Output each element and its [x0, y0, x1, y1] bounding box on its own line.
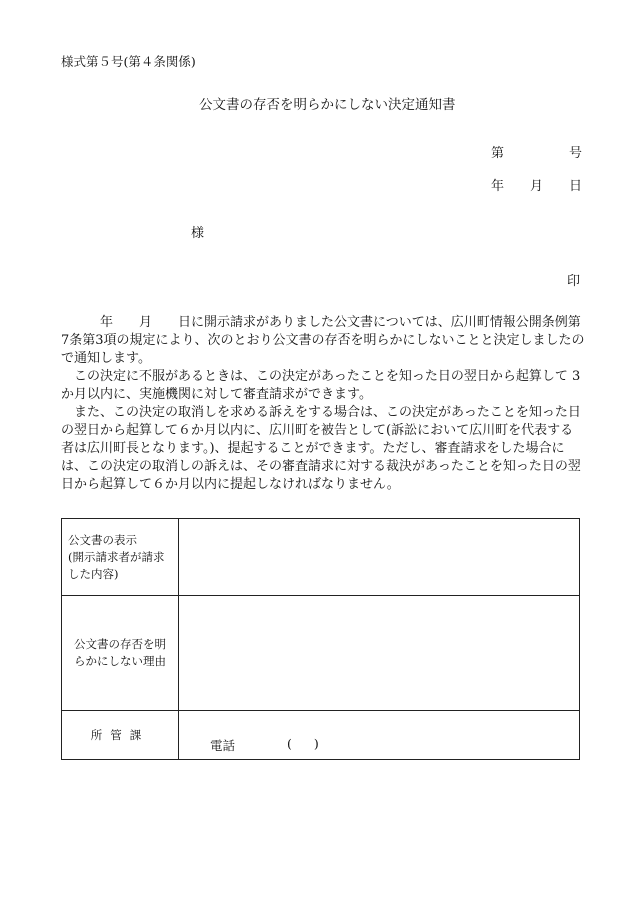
date-day: 日	[569, 179, 583, 194]
paragraph-appeal: この決定に不服があるときは、この決定があったことを知った日の翌日から起算して 3か月以内に、実施機関に対して審査請求ができます。	[61, 369, 581, 402]
phone-label: 電話	[210, 738, 236, 753]
paragraph-lawsuit: また、この決定の取消しを求める訴えをする場合は、この決定があったことを知った日の翌日から起算して６か月以内に、広川町を被告として(訴訟において広川町を代表する者は広川町長となります。)、提起することができます。ただし、審査請求をした場合には、この決定の取消しの訴えは、その審査請求に対する裁決があったことを知った日の翌日から起算して６か月以内に提起しなければなりません。	[61, 405, 581, 492]
info-table	[61, 518, 580, 760]
doc-number-prefix: 第	[491, 146, 505, 161]
table-row	[62, 596, 580, 711]
date-year: 年	[491, 179, 505, 194]
paragraph-decision-text: 日に開示請求がありました公文書については、広川町情報公開条例第7条第3項の規定により、次のとおり公文書の存否を明らかにしないことと決定しましたので通知します。	[61, 315, 585, 366]
blank-month: 月	[139, 315, 153, 330]
doc-number-suffix: 号	[569, 146, 583, 161]
label-document-display: 公文書の表示 (開示請求者が請求 した内容)	[62, 519, 179, 596]
table-row	[62, 519, 580, 596]
value-department[interactable]	[179, 711, 580, 760]
blank-year: 年	[100, 315, 114, 330]
paragraph-decision	[61, 314, 586, 368]
value-reason[interactable]	[179, 596, 580, 711]
date-month: 月	[530, 179, 544, 194]
addressee-honorific: 様	[191, 226, 205, 241]
notice-body	[61, 314, 586, 494]
table-row	[62, 711, 580, 760]
label-department: 所管課	[62, 711, 179, 760]
seal-mark: 印	[567, 274, 581, 289]
label-reason: 公文書の存否を明 らかにしない理由	[62, 596, 179, 711]
value-document-display[interactable]	[179, 519, 580, 596]
form-number: 様式第５号(第４条関係)	[61, 54, 196, 69]
phone-extension: ( )	[287, 736, 319, 751]
document-title: 公文書の存否を明らかにしない決定通知書	[199, 97, 456, 113]
